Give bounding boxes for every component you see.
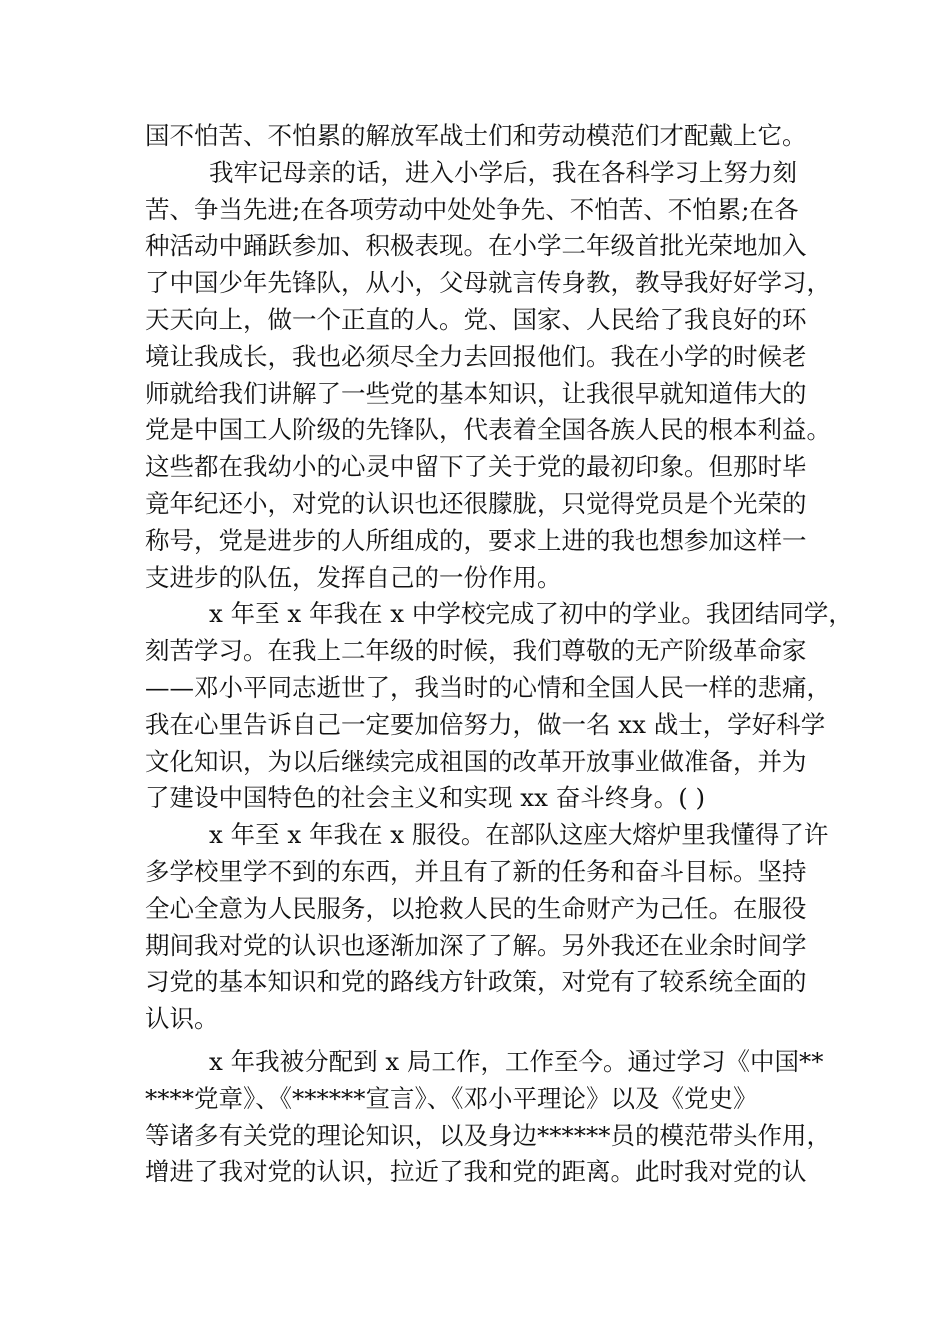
paragraph xyxy=(145,1044,831,1191)
text-line: 全心全意为人民服务，以抢救人民的生命财产为己任。在服役 xyxy=(145,893,807,923)
text-line: 我在心里告诉自己一定要加倍努力，做一名 xx 战士，学好科学 xyxy=(145,709,826,739)
paragraph xyxy=(145,118,825,155)
text-line: ——邓小平同志逝世了，我当时的心情和全国人民一样的悲痛， xyxy=(145,672,831,702)
text-line: 党是中国工人阶级的先锋队，代表着全国各族人民的根本利益。 xyxy=(145,415,831,445)
text-line: 师就给我们讲解了一些党的基本知识，让我很早就知道伟大的 xyxy=(145,378,807,408)
text-line: 种活动中踊跃参加、积极表现。在小学二年级首批光荣地加入 xyxy=(145,231,807,261)
text-line: 了中国少年先锋队，从小，父母就言传身教，教导我好好学习， xyxy=(145,268,831,298)
text-line: 等诸多有关党的理论知识，以及身边******员的模范带头作用， xyxy=(145,1120,831,1150)
text-line: 期间我对党的认识也逐渐加深了了解。另外我还在业余时间学 xyxy=(145,930,807,960)
paragraph xyxy=(145,596,853,817)
text-line: 认识。 xyxy=(145,1004,219,1034)
text-line: 文化知识，为以后继续完成祖国的改革开放事业做准备，并为 xyxy=(145,746,807,776)
text-line: 了建设中国特色的社会主义和实现 xx 奋斗终身。( ) xyxy=(145,783,706,813)
text-line: 我牢记母亲的话，进入小学后，我在各科学习上努力刻 xyxy=(209,157,797,187)
text-line: 增进了我对党的认识，拉近了我和党的距离。此时我对党的认 xyxy=(145,1157,807,1187)
text-line: x 年至 x 年我在 x 服役。在部队这座大熔炉里我懂得了许 xyxy=(209,820,829,850)
text-line: 境让我成长，我也必须尽全力去回报他们。我在小学的时候老 xyxy=(145,341,807,371)
text-line: 这些都在我幼小的心灵中留下了关于党的最初印象。但那时毕 xyxy=(145,452,807,482)
paragraph xyxy=(145,155,831,597)
text-line: 天天向上，做一个正直的人。党、国家、人民给了我良好的环 xyxy=(145,304,807,334)
text-line: 竟年纪还小，对党的认识也还很朦胧，只觉得党员是个光荣的 xyxy=(145,488,807,518)
text-line: 多学校里学不到的东西，并且有了新的任务和奋斗目标。坚持 xyxy=(145,856,807,886)
document-body xyxy=(145,118,853,1191)
text-line: 苦、争当先进;在各项劳动中处处争先、不怕苦、不怕累;在各 xyxy=(145,194,799,224)
text-line: x 年至 x 年我在 x 中学校完成了初中的学业。我团结同学， xyxy=(209,599,853,629)
text-line: 刻苦学习。在我上二年级的时候，我们尊敬的无产阶级革命家 xyxy=(145,636,807,666)
text-line: 称号，党是进步的人所组成的，要求上进的我也想参加这样一 xyxy=(145,525,807,555)
paragraph xyxy=(145,817,829,1038)
text-line: ****党章》、《******宣言》、《邓小平理论》以及《党史》 xyxy=(145,1083,758,1113)
text-line: 国不怕苦、不怕累的解放军战士们和劳动模范们才配戴上它。 xyxy=(145,121,807,150)
text-line: x 年我被分配到 x 局工作，工作至今。通过学习《中国** xyxy=(209,1046,824,1076)
text-line: 习党的基本知识和党的路线方针政策，对党有了较系统全面的 xyxy=(145,967,807,997)
text-line: 支进步的队伍，发挥自己的一份作用。 xyxy=(145,562,562,592)
